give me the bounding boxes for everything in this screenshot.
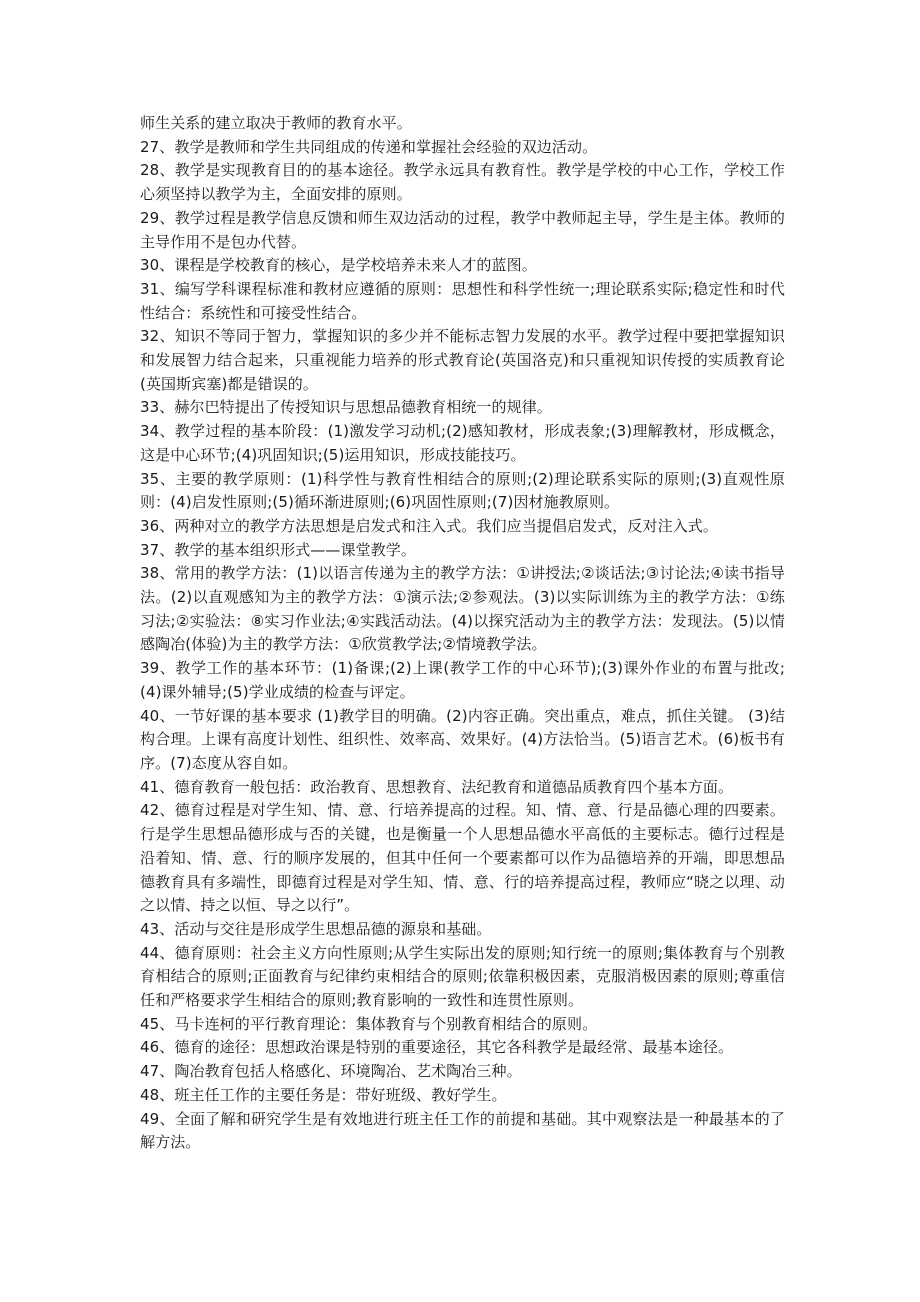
paragraph-27: 27、教学是教师和学生共同组成的传递和掌握社会经验的双边活动。 (140, 137, 598, 156)
paragraph-30: 30、课程是学校教育的核心，是学校培养未来人才的蓝图。 (140, 256, 537, 275)
paragraph-41: 41、德育教育一般包括：政治教育、思想教育、法纪教育和道德品质教育四个基本方面。 (140, 777, 734, 796)
paragraph-44: 44、德育原则：社会主义方向性原则;从学生实际出发的原则;知行统一的原则;集体教育与个别教育相结合的原则;正面教育与纪律约束相结合的原则;依靠积极因素，克服消极因素的原则;尊重信任和严格要求学生相结合的原则;教育影响的一致性和连贯性原则。 (140, 943, 785, 1010)
paragraph-31: 31、编写学科课程标准和教材应遵循的原则：思想性和科学性统一;理论联系实际;稳定性和时代性结合：系统性和可接受性结合。 (140, 279, 785, 322)
paragraph-42: 42、德育过程是对学生知、情、意、行培养提高的过程。知、情、意、行是品德心理的四要素。行是学生思想品德形成与否的关键，也是衡量一个人思想品德水平高低的主要标志。德行过程是沿着知、情、意、行的顺序发展的，但其中任何一个要素都可以作为品德培养的开端，即思想品德教育具有多端性，即德育过程是对学生知、情、意、行的培养提高过程，教师应“晓之以理、动之以情、持之以恒、导之以行”。 (140, 801, 785, 915)
paragraph-49: 49、全面了解和研究学生是有效地进行班主任工作的前提和基础。其中观察法是一种最基本的了解方法。 (140, 1109, 785, 1152)
paragraph-39: 39、教学工作的基本环节：(1)备课;(2)上课(教学工作的中心环节);(3)课外作业的布置与批改;(4)课外辅导;(5)学业成绩的检查与评定。 (140, 659, 785, 701)
paragraph-35: 35、主要的教学原则：(1)科学性与教育性相结合的原则;(2)理论联系实际的原则;(3)直观性原则：(4)启发性原则;(5)循环渐进原则;(6)巩固性原则;(7)因材施教原则。 (140, 469, 785, 512)
document-body (140, 112, 785, 1155)
paragraph-29: 29、教学过程是教学信息反馈和师生双边活动的过程，教学中教师起主导，学生是主体。教师的主导作用不是包办代替。 (140, 208, 785, 251)
paragraph-47: 47、陶冶教育包括人格感化、环境陶冶、艺术陶冶三种。 (140, 1062, 522, 1081)
paragraph-33: 33、赫尔巴特提出了传授知识与思想品德教育相统一的规律。 (140, 398, 552, 417)
paragraph-intro: 师生关系的建立取决于教师的教育水平。 (140, 114, 412, 132)
paragraph-28: 28、教学是实现教育目的的基本途径。教学永远具有教育性。教学是学校的中心工作，学校工作心须坚持以教学为主，全面安排的原则。 (140, 161, 785, 204)
paragraph-46: 46、德育的途径：思想政治课是特别的重要途径，其它各科教学是最经常、最基本途径。 (140, 1038, 734, 1057)
paragraph-32: 32、知识不等同于智力，掌握知识的多少并不能标志智力发展的水平。教学过程中要把掌握知识和发展智力结合起来，只重视能力培养的形式教育论(英国洛克)和只重视知识传授的实质教育论(英国斯宾塞)都是错误的。 (140, 327, 785, 393)
paragraph-43: 43、活动与交往是形成学生思想品德的源泉和基础。 (140, 919, 492, 938)
paragraph-36: 36、两种对立的教学方法思想是启发式和注入式。我们应当提倡启发式，反对注入式。 (140, 516, 718, 535)
paragraph-37: 37、教学的基本组织形式——课堂教学。 (140, 540, 416, 559)
paragraph-38: 38、常用的教学方法：(1)以语言传递为主的教学方法：①讲授法;②谈话法;③讨论法;④读书指导法。(2)以直观感知为主的教学方法：①演示法;②参观法。(3)以实际训练为主的教学方法：①练习法;②实验法：⑧实习作业法;④实践活动法。(4)以探究活动为主的教学方法：发现法。(5)以情感陶冶(体验)为主的教学方法：①欣赏教学法;②情境教学法。 (140, 564, 785, 654)
paragraph-40: 40、一节好课的基本要求 (1)教学目的明确。(2)内容正确。突出重点，难点，抓住关键。 (3)结构合理。上课有高度计划性、组织性、效率高、效果好。(4)方法恰当。(5)语言艺术。(6)板书有序。(7)态度从容自如。 (140, 706, 785, 772)
paragraph-48: 48、班主任工作的主要任务是：带好班级、教好学生。 (140, 1085, 507, 1104)
paragraph-45: 45、马卡连柯的平行教育理论：集体教育与个别教育相结合的原则。 (140, 1014, 598, 1033)
paragraph-34: 34、教学过程的基本阶段：(1)激发学习动机;(2)感知教材，形成表象;(3)理解教材，形成概念，这是中心环节;(4)巩固知识;(5)运用知识，形成技能技巧。 (140, 422, 785, 464)
